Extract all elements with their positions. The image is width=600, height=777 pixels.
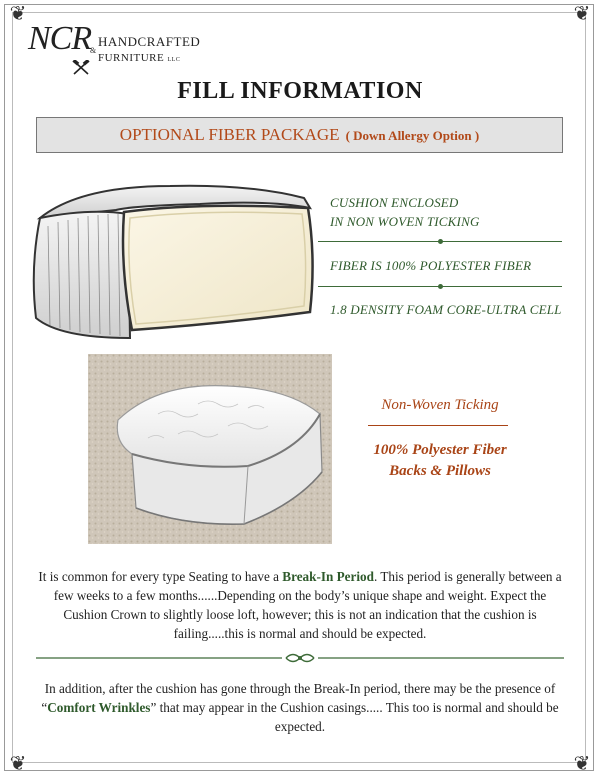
note-separator (368, 425, 508, 426)
separator-dot (438, 284, 443, 289)
spec-foam-core: 1.8 DENSITY FOAM CORE-ULTRA CELL (330, 302, 562, 317)
comfort-text-start: In addition, after the cushion has gone through the Break-In period, there may be the presence of “ (41, 681, 556, 715)
logo-furniture-text: FURNITURE (98, 52, 165, 64)
logo-monogram: NCR (28, 20, 92, 57)
corner-ornament-icon: ❦ (9, 753, 27, 775)
corner-ornament-icon: ❦ (9, 3, 27, 25)
logo-line-furniture (98, 52, 180, 64)
page-title: FILL INFORMATION (177, 78, 423, 104)
company-logo (28, 20, 201, 80)
spec-ticking-line2: IN NON WOVEN TICKING (330, 214, 480, 229)
note-polyester-line2: Backs & Pillows (389, 463, 491, 479)
spec-ticking-line1: CUSHION ENCLOSED (330, 195, 459, 210)
logo-line-handcrafted: HANDCRAFTED (98, 34, 201, 49)
crossed-hammers-icon (72, 60, 90, 76)
break-in-text-start: It is common for every type Seating to have a (38, 569, 283, 584)
break-in-highlight: Break-In Period (282, 569, 374, 584)
logo-llc: LLC (167, 57, 181, 63)
comfort-wrinkles-highlight: Comfort Wrinkles (47, 700, 151, 715)
ornamental-divider (36, 651, 564, 665)
break-in-paragraph (36, 567, 564, 643)
logo-ampersand: & (90, 46, 97, 55)
banner-subtitle: ( Down Allergy Option ) (345, 128, 480, 143)
section-banner (36, 117, 563, 153)
corner-ornament-icon: ❦ (573, 753, 591, 775)
spec-ticking (330, 193, 480, 231)
comfort-wrinkles-paragraph (36, 679, 564, 736)
cushion-cross-section-illustration (20, 178, 316, 344)
note-polyester-fiber (340, 440, 540, 482)
corner-ornament-icon: ❦ (573, 3, 591, 25)
spec-fiber: FIBER IS 100% POLYESTER FIBER (330, 258, 532, 273)
break-in-text-end: . This period is generally between a few weeks to a few months......Depending on the body’s unique shape and weight. Expect the Cushion Crown to slightly loose loft, however; this is not an indication that the cushion is failing.....this is normal and should be expected. (53, 569, 562, 641)
comfort-text-end: ” that may appear in the Cushion casings..... This too is normal and should be expected. (150, 700, 559, 734)
note-polyester-line1: 100% Polyester Fiber (373, 442, 507, 458)
separator-dot (438, 239, 443, 244)
note-non-woven-ticking: Non-Woven Ticking (381, 397, 499, 413)
banner-title: OPTIONAL FIBER PACKAGE (119, 125, 340, 144)
fiber-cushion-photo (88, 354, 332, 544)
